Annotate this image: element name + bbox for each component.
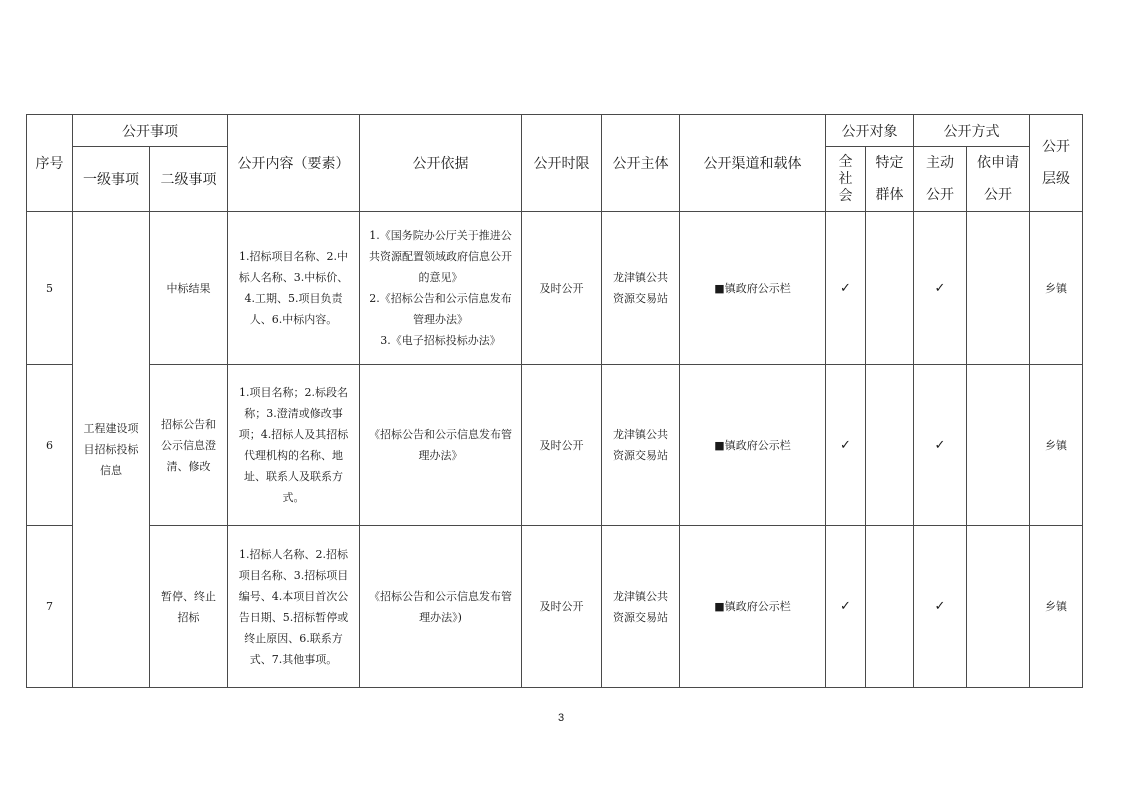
header-audience-all <box>826 147 866 212</box>
header-subject: 公开主体 <box>602 115 680 212</box>
header-category: 公开事项 <box>73 115 228 147</box>
row-time-limit: 及时公开 <box>522 212 602 365</box>
header-method-active-line-1: 主动 <box>926 155 954 171</box>
row-subject: 龙津镇公共资源交易站 <box>602 526 680 688</box>
header-audience-all-char-1: 全 <box>838 153 853 170</box>
header-audience-specific-line-1: 特定 <box>875 155 904 171</box>
row-channel: ■镇政府公示栏 <box>680 212 826 365</box>
row-level: 乡镇 <box>1030 365 1083 526</box>
header-basis: 公开依据 <box>360 115 522 212</box>
header-audience-all-char-2: 社 <box>838 170 853 187</box>
check-icon: ✓ <box>914 365 967 526</box>
row-apply <box>967 526 1030 688</box>
header-audience: 公开对象 <box>826 115 914 147</box>
table-row <box>27 365 1083 526</box>
header-level1: 一级事项 <box>73 147 150 212</box>
header-level-line-2: 层级 <box>1042 171 1070 187</box>
row-basis <box>360 365 522 526</box>
row-channel: ■镇政府公示栏 <box>680 526 826 688</box>
row-level2: 暂停、终止招标 <box>150 526 228 688</box>
row-seq: 7 <box>27 526 73 688</box>
header-method-apply-line-1: 依申请 <box>977 155 1019 171</box>
header-method-active-line-2: 公开 <box>926 187 954 203</box>
header-time-limit: 公开时限 <box>522 115 602 212</box>
row-content: 1.项目名称；2.标段名称；3.澄清或修改事项；4.招标人及其招标代理机构的名称、地址、联系人及联系方式。 <box>228 365 360 526</box>
row-level: 乡镇 <box>1030 526 1083 688</box>
row-subject: 龙津镇公共资源交易站 <box>602 365 680 526</box>
row-level2: 招标公告和公示信息澄清、修改 <box>150 365 228 526</box>
row-channel: ■镇政府公示栏 <box>680 365 826 526</box>
row-apply <box>967 212 1030 365</box>
check-icon: ✓ <box>914 526 967 688</box>
disclosure-table <box>26 114 1083 688</box>
header-method-apply <box>967 147 1030 212</box>
row-basis <box>360 212 522 365</box>
row-specific <box>866 212 914 365</box>
row-basis-line: 3.《电子招标投标办法》 <box>380 334 501 347</box>
row-basis <box>360 526 522 688</box>
page-number: 3 <box>557 712 565 724</box>
row-specific <box>866 526 914 688</box>
table-row <box>27 212 1083 365</box>
header-method: 公开方式 <box>914 115 1030 147</box>
row-seq: 6 <box>27 365 73 526</box>
row-basis-line: 2.《招标公告和公示信息发布管理办法》 <box>369 292 512 326</box>
table-row <box>27 526 1083 688</box>
check-icon: ✓ <box>826 212 866 365</box>
check-icon: ✓ <box>826 365 866 526</box>
header-audience-specific-line-2: 群体 <box>875 187 904 203</box>
header-audience-all-char-3: 会 <box>838 187 853 204</box>
header-channel: 公开渠道和载体 <box>680 115 826 212</box>
row-content: 1.招标项目名称、2.中标人名称、3.中标价、4.工期、5.项目负责人、6.中标内容。 <box>228 212 360 365</box>
check-icon: ✓ <box>914 212 967 365</box>
header-seq: 序号 <box>27 115 73 212</box>
header-row-1 <box>27 115 1083 147</box>
header-level-line-1: 公开 <box>1042 139 1070 155</box>
row-seq: 5 <box>27 212 73 365</box>
header-audience-specific <box>866 147 914 212</box>
row-apply <box>967 365 1030 526</box>
header-level <box>1030 115 1083 212</box>
level1-item: 工程建设项目招标投标信息 <box>73 212 150 688</box>
header-method-active <box>914 147 967 212</box>
header-level2: 二级事项 <box>150 147 228 212</box>
row-basis-line: 1.《国务院办公厅关于推进公共资源配置领域政府信息公开的意见》 <box>369 229 512 284</box>
row-content: 1.招标人名称、2.招标项目名称、3.招标项目编号、4.本项目首次公告日期、5.招标暂停或终止原因、6.联系方式、7.其他事项。 <box>228 526 360 688</box>
row-basis-line: 《招标公告和公示信息发布管理办法》 <box>369 428 512 462</box>
row-specific <box>866 365 914 526</box>
check-icon: ✓ <box>826 526 866 688</box>
row-time-limit: 及时公开 <box>522 526 602 688</box>
header-method-apply-line-2: 公开 <box>984 187 1012 203</box>
row-basis-line: 《招标公告和公示信息发布管理办法》) <box>369 589 512 624</box>
header-content: 公开内容（要素） <box>228 115 360 212</box>
row-subject: 龙津镇公共资源交易站 <box>602 212 680 365</box>
row-time-limit: 及时公开 <box>522 365 602 526</box>
row-level: 乡镇 <box>1030 212 1083 365</box>
row-level2: 中标结果 <box>150 212 228 365</box>
